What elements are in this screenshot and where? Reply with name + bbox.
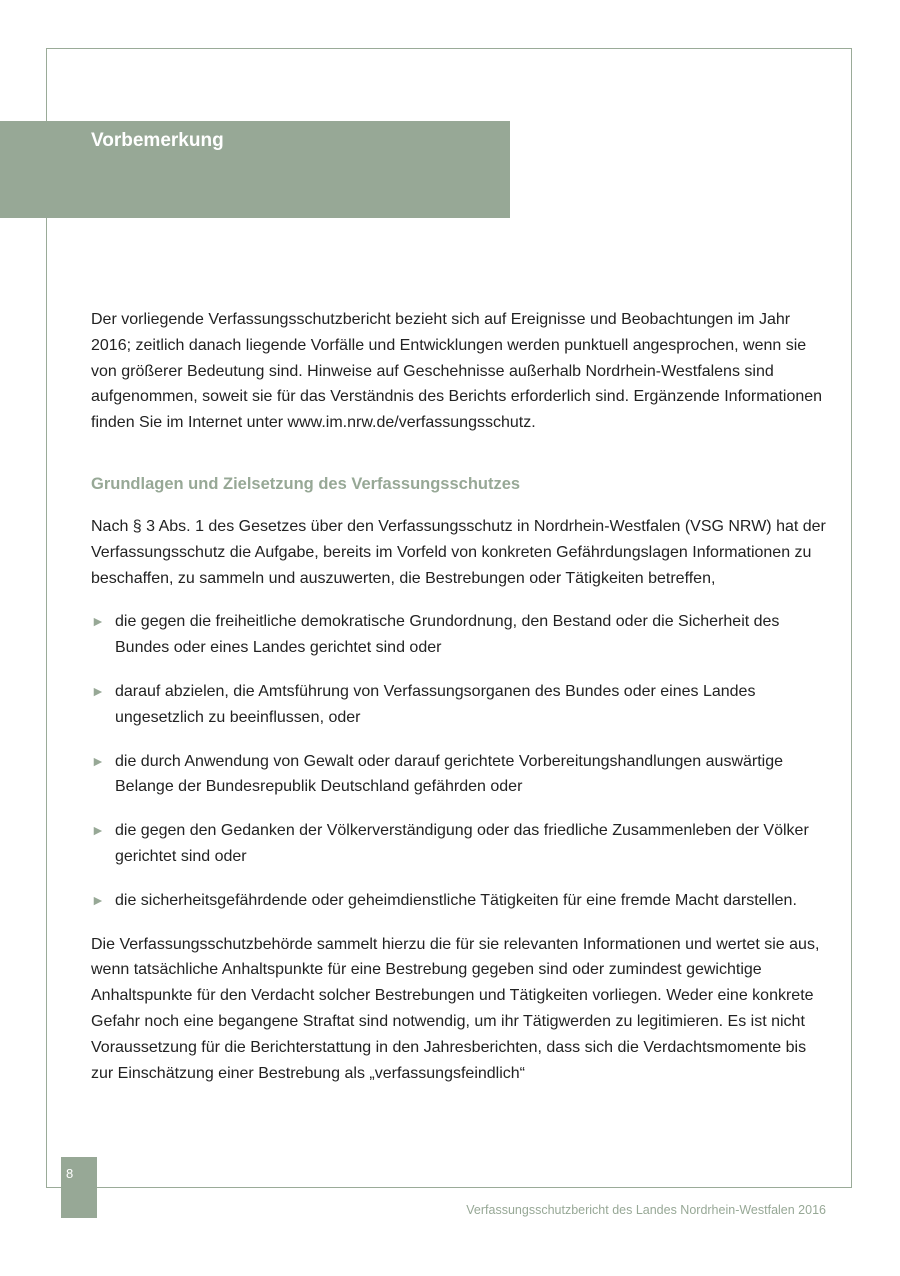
list-item-text: die gegen die freiheitliche demokratische Grundordnung, den Bestand oder die Sicherheit des Bundes oder eines Landes gerichtet sind oder bbox=[115, 613, 780, 657]
arrow-right-icon: ► bbox=[91, 613, 105, 630]
lead-paragraph: Nach § 3 Abs. 1 des Gesetzes über den Verfassungsschutz in Nordrhein-Westfalen (VSG NRW) hat der Verfassungsschutz die Aufgabe, bereits im Vorfeld von konkreten Gefährdungslagen Informationen zu beschaffen, zu sammeln und auszuwerten, die Bestrebungen oder Tätigkeiten betreffen, bbox=[91, 517, 826, 587]
bullet-list bbox=[91, 609, 826, 913]
footer-text: Verfassungsschutzbericht des Landes Nordrhein-Westfalen 2016 bbox=[466, 1203, 826, 1217]
list-item bbox=[91, 609, 826, 661]
page-title: Vorbemerkung bbox=[91, 130, 224, 151]
arrow-right-icon: ► bbox=[91, 682, 105, 699]
main-content bbox=[91, 307, 826, 1086]
list-item-text: darauf abzielen, die Amtsführung von Verfassungsorganen des Bundes oder eines Landes ungesetzlich zu beeinflussen, oder bbox=[115, 682, 756, 726]
list-item bbox=[91, 888, 826, 914]
title-band bbox=[0, 121, 510, 218]
list-item-text: die durch Anwendung von Gewalt oder darauf gerichtete Vorbereitungshandlungen auswärtige Belange der Bundesrepublik Deutschland gefährden oder bbox=[115, 752, 784, 796]
list-item bbox=[91, 679, 826, 731]
list-item bbox=[91, 749, 826, 801]
list-item-text: die gegen den Gedanken der Völkerverständigung oder das friedliche Zusammenleben der Völker gerichtet sind oder bbox=[115, 822, 809, 865]
list-item bbox=[91, 818, 826, 870]
closing-paragraph: Die Verfassungsschutzbehörde sammelt hierzu die für sie relevanten Informationen und wertet sie aus, wenn tatsächliche Anhaltspunkte für eine Bestrebung gegeben sind oder zumindest gewichtige Anhaltspunkte für den Verdacht solcher Bestrebungen und Tätigkeiten vorliegen. Weder eine konkrete Gefahr noch eine begangene Straftat sind notwendig, um ihr Tätigwerden zu legitimieren. Es ist nicht Voraussetzung für die Berichterstattung in den Jahresberichten, dass sich die Verdachtsmomente bis zur Einschätzung einer Bestrebung als „verfassungsfeindlich“ bbox=[91, 935, 820, 1082]
intro-paragraph: Der vorliegende Verfassungsschutzbericht bezieht sich auf Ereignisse und Beobachtungen im Jahr 2016; zeitlich danach liegende Vorfälle und Entwicklungen werden punktuell angesprochen, wenn sie von größerer Bedeutung sind. Hinweise auf Geschehnisse außerhalb Nordrhein-Westfalens sind aufgenommen, soweit sie für das Verständnis des Berichts erforderlich sind. Ergänzende Informationen finden Sie im Internet unter www.im.nrw.de/verfassungsschutz. bbox=[91, 311, 823, 432]
arrow-right-icon: ► bbox=[91, 752, 105, 769]
page-number-tab bbox=[61, 1157, 97, 1218]
page-number: 8 bbox=[66, 1166, 74, 1181]
arrow-right-icon: ► bbox=[91, 891, 105, 908]
arrow-right-icon: ► bbox=[91, 822, 105, 839]
list-item-text: die sicherheitsgefährdende oder geheimdienstliche Tätigkeiten für eine fremde Macht darstellen. bbox=[115, 891, 797, 909]
section-heading: Grundlagen und Zielsetzung des Verfassungsschutzes bbox=[91, 474, 521, 493]
